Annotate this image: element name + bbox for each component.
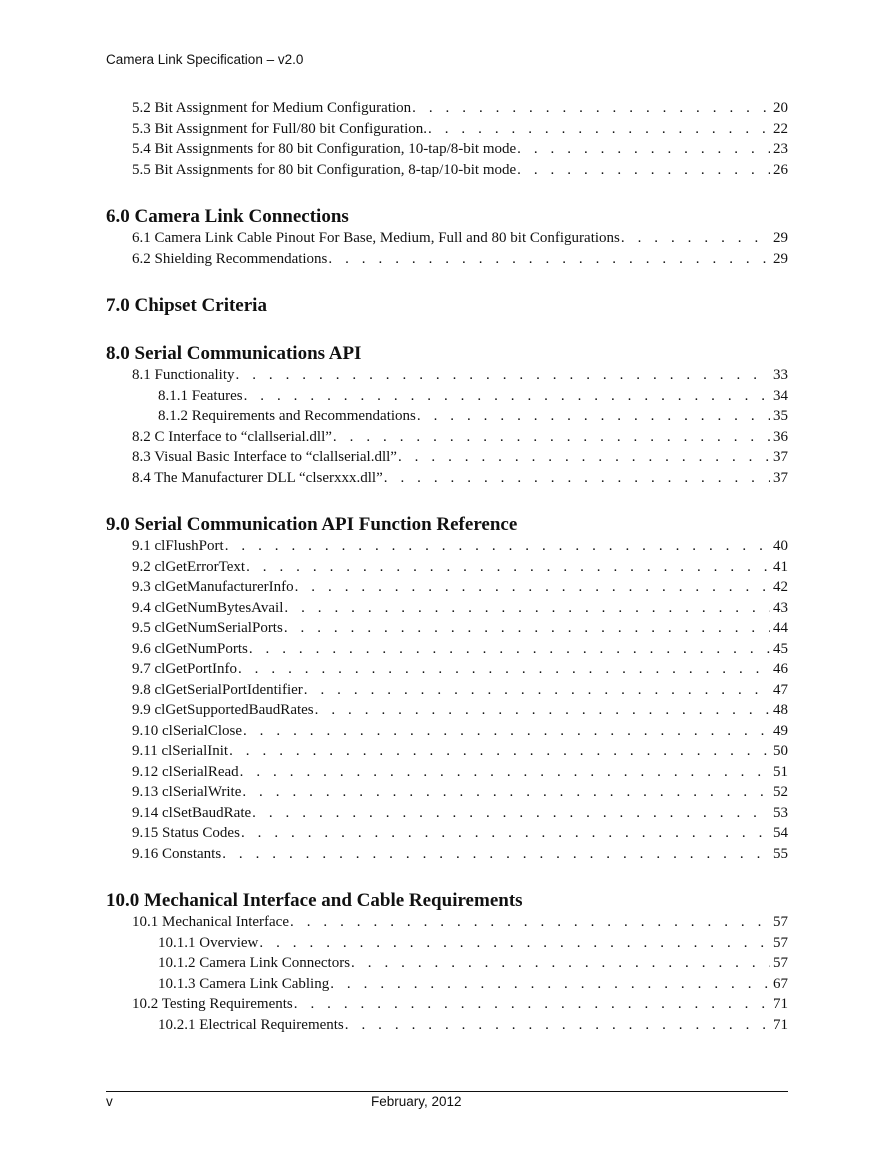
entry-title: 10.1.2 Camera Link Connectors bbox=[158, 955, 351, 971]
entry-page-number: 37 bbox=[773, 449, 788, 465]
dot-leader bbox=[428, 119, 770, 140]
entry-page-number: 20 bbox=[773, 100, 788, 116]
dot-leader bbox=[244, 386, 770, 407]
toc-entry[interactable] bbox=[106, 762, 788, 783]
toc-entry[interactable] bbox=[106, 365, 788, 386]
dot-leader bbox=[284, 618, 770, 639]
toc-section bbox=[106, 295, 788, 317]
toc-entry[interactable] bbox=[106, 119, 788, 140]
entry-page-number: 43 bbox=[773, 599, 788, 616]
entry-page-number: 49 bbox=[773, 722, 788, 739]
entry-title: 9.5 clGetNumSerialPorts bbox=[132, 620, 283, 636]
dot-leader bbox=[328, 249, 770, 270]
entry-page-number: 40 bbox=[773, 538, 788, 554]
entry-title: 9.4 clGetNumBytesAvail bbox=[132, 599, 284, 616]
entry-title: 8.3 Visual Basic Interface to “clallserial.dll” bbox=[132, 449, 397, 465]
dot-leader bbox=[241, 823, 770, 844]
entry-page-number: 45 bbox=[773, 640, 788, 657]
entry-page-number: 41 bbox=[773, 558, 788, 575]
toc-entry[interactable] bbox=[106, 249, 788, 270]
entry-page-number: 46 bbox=[773, 661, 788, 677]
entry-title: 10.2 Testing Requirements bbox=[132, 996, 293, 1012]
dot-leader bbox=[243, 721, 770, 742]
entry-title: 10.1.3 Camera Link Cabling bbox=[158, 975, 330, 992]
entry-page-number: 71 bbox=[773, 1016, 788, 1033]
toc-subentry[interactable] bbox=[106, 974, 788, 995]
entry-title: 5.2 Bit Assignment for Medium Configuration bbox=[132, 100, 412, 116]
toc-section bbox=[106, 343, 788, 488]
dot-leader bbox=[333, 427, 770, 448]
entry-page-number: 52 bbox=[773, 784, 788, 800]
dot-leader bbox=[229, 741, 770, 762]
toc-entry[interactable] bbox=[106, 639, 788, 660]
entry-page-number: 23 bbox=[773, 141, 788, 157]
entry-title: 9.6 clGetNumPorts bbox=[132, 640, 248, 657]
toc-entry[interactable] bbox=[106, 844, 788, 865]
entry-title: 5.3 Bit Assignment for Full/80 bit Configuration. bbox=[132, 120, 428, 137]
toc-entry[interactable] bbox=[106, 577, 788, 598]
dot-leader bbox=[517, 139, 770, 160]
dot-leader bbox=[398, 447, 770, 468]
dot-leader bbox=[249, 639, 770, 660]
entry-title: 9.8 clGetSerialPortIdentifier bbox=[132, 681, 303, 698]
section-spacer bbox=[106, 269, 788, 295]
toc-section bbox=[106, 206, 788, 269]
entry-page-number: 29 bbox=[773, 250, 788, 267]
dot-leader bbox=[259, 933, 770, 954]
toc-entry[interactable] bbox=[106, 741, 788, 762]
entry-title: 8.4 The Manufacturer DLL “clserxxx.dll” bbox=[132, 469, 383, 486]
dot-leader bbox=[290, 912, 770, 933]
dot-leader bbox=[222, 844, 770, 865]
entry-page-number: 33 bbox=[773, 367, 788, 383]
dot-leader bbox=[295, 577, 770, 598]
entry-title: 9.11 clSerialInit bbox=[132, 743, 229, 759]
dot-leader bbox=[384, 468, 770, 489]
entry-page-number: 47 bbox=[773, 681, 788, 698]
toc-section bbox=[106, 514, 788, 864]
dot-leader bbox=[284, 598, 770, 619]
toc-subentry[interactable] bbox=[106, 953, 788, 974]
dot-leader bbox=[330, 974, 770, 995]
toc-entry[interactable] bbox=[106, 228, 788, 249]
toc-entry[interactable] bbox=[106, 618, 788, 639]
entry-title: 8.1.1 Features bbox=[158, 387, 243, 404]
entry-title: 9.7 clGetPortInfo bbox=[132, 661, 237, 677]
section-heading: 7.0 Chipset Criteria bbox=[106, 295, 267, 316]
toc-subentry[interactable] bbox=[106, 386, 788, 407]
entry-page-number: 29 bbox=[773, 230, 788, 246]
entry-page-number: 53 bbox=[773, 804, 788, 821]
entry-title: 6.2 Shielding Recommendations bbox=[132, 250, 328, 267]
entry-page-number: 35 bbox=[773, 408, 788, 424]
table-of-contents bbox=[106, 98, 788, 1035]
footer-page-number: v bbox=[106, 1094, 113, 1109]
entry-page-number: 57 bbox=[773, 914, 788, 930]
dot-leader bbox=[517, 160, 770, 181]
toc-entry[interactable] bbox=[106, 721, 788, 742]
dot-leader bbox=[246, 557, 770, 578]
entry-title: 6.1 Camera Link Cable Pinout For Base, Medium, Full and 80 bit Configurations bbox=[132, 230, 620, 246]
toc-entry[interactable] bbox=[106, 427, 788, 448]
toc-subentry[interactable] bbox=[106, 933, 788, 954]
footer-divider bbox=[106, 1091, 788, 1092]
entry-page-number: 57 bbox=[773, 934, 788, 951]
dot-leader bbox=[412, 98, 770, 119]
dot-leader bbox=[351, 953, 770, 974]
dot-leader bbox=[225, 536, 770, 557]
toc-entry[interactable] bbox=[106, 139, 788, 160]
entry-page-number: 51 bbox=[773, 763, 788, 780]
entry-title: 5.4 Bit Assignments for 80 bit Configuration, 10-tap/8-bit mode bbox=[132, 141, 517, 157]
entry-page-number: 44 bbox=[773, 620, 788, 636]
entry-title: 9.2 clGetErrorText bbox=[132, 558, 246, 575]
section-spacer bbox=[106, 317, 788, 343]
entry-title: 9.10 clSerialClose bbox=[132, 722, 242, 739]
dot-leader bbox=[238, 659, 770, 680]
entry-title: 5.5 Bit Assignments for 80 bit Configuration, 8-tap/10-bit mode bbox=[132, 161, 517, 178]
entry-title: 10.1 Mechanical Interface bbox=[132, 914, 289, 930]
entry-title: 9.14 clSetBaudRate bbox=[132, 804, 252, 821]
toc-subentry[interactable] bbox=[106, 1015, 788, 1036]
section-spacer bbox=[106, 864, 788, 890]
toc-entry[interactable] bbox=[106, 536, 788, 557]
entry-title: 9.1 clFlushPort bbox=[132, 538, 224, 554]
entry-title: 10.2.1 Electrical Requirements bbox=[158, 1016, 344, 1033]
section-heading: 6.0 Camera Link Connections bbox=[106, 206, 349, 227]
entry-page-number: 54 bbox=[773, 825, 788, 841]
footer-date: February, 2012 bbox=[371, 1094, 462, 1109]
dot-leader bbox=[315, 700, 770, 721]
toc-entry[interactable] bbox=[106, 447, 788, 468]
dot-leader bbox=[252, 803, 770, 824]
toc-entry[interactable] bbox=[106, 680, 788, 701]
dot-leader bbox=[236, 365, 771, 386]
entry-page-number: 34 bbox=[773, 387, 788, 404]
entry-page-number: 36 bbox=[773, 428, 788, 445]
toc-entry[interactable] bbox=[106, 700, 788, 721]
toc-entry[interactable] bbox=[106, 912, 788, 933]
toc-entry[interactable] bbox=[106, 782, 788, 803]
section-heading: 10.0 Mechanical Interface and Cable Requirements bbox=[106, 890, 523, 911]
toc-section bbox=[106, 98, 788, 180]
entry-page-number: 50 bbox=[773, 743, 788, 759]
entry-page-number: 67 bbox=[773, 975, 788, 992]
section-heading: 9.0 Serial Communication API Function Reference bbox=[106, 514, 518, 535]
dot-leader bbox=[242, 782, 770, 803]
dot-leader bbox=[304, 680, 770, 701]
entry-title: 8.1 Functionality bbox=[132, 367, 235, 383]
toc-subentry[interactable] bbox=[106, 406, 788, 427]
toc-entry[interactable] bbox=[106, 160, 788, 181]
toc-entry[interactable] bbox=[106, 803, 788, 824]
entry-title: 9.13 clSerialWrite bbox=[132, 784, 242, 800]
running-header: Camera Link Specification – v2.0 bbox=[106, 52, 304, 67]
entry-page-number: 55 bbox=[773, 845, 788, 862]
toc-entry[interactable] bbox=[106, 98, 788, 119]
dot-leader bbox=[345, 1015, 770, 1036]
entry-page-number: 71 bbox=[773, 996, 788, 1012]
toc-entry[interactable] bbox=[106, 823, 788, 844]
entry-page-number: 57 bbox=[773, 955, 788, 971]
entry-page-number: 48 bbox=[773, 702, 788, 718]
toc-entry[interactable] bbox=[106, 659, 788, 680]
entry-title: 8.1.2 Requirements and Recommendations bbox=[158, 408, 416, 424]
section-spacer bbox=[106, 180, 788, 206]
toc-entry[interactable] bbox=[106, 598, 788, 619]
entry-title: 9.9 clGetSupportedBaudRates bbox=[132, 702, 314, 718]
toc-entry[interactable] bbox=[106, 468, 788, 489]
section-spacer bbox=[106, 488, 788, 514]
section-heading: 8.0 Serial Communications API bbox=[106, 343, 362, 364]
entry-title: 9.15 Status Codes bbox=[132, 825, 240, 841]
entry-title: 9.12 clSerialRead bbox=[132, 763, 239, 780]
toc-entry[interactable] bbox=[106, 557, 788, 578]
entry-page-number: 22 bbox=[773, 120, 788, 137]
entry-page-number: 37 bbox=[773, 469, 788, 486]
dot-leader bbox=[294, 994, 770, 1015]
entry-title: 10.1.1 Overview bbox=[158, 934, 259, 951]
toc-section bbox=[106, 890, 788, 1035]
entry-page-number: 42 bbox=[773, 579, 788, 595]
entry-title: 9.3 clGetManufacturerInfo bbox=[132, 579, 294, 595]
entry-page-number: 26 bbox=[773, 161, 788, 178]
dot-leader bbox=[240, 762, 770, 783]
entry-title: 9.16 Constants bbox=[132, 845, 222, 862]
toc-entry[interactable] bbox=[106, 994, 788, 1015]
dot-leader bbox=[621, 228, 770, 249]
entry-title: 8.2 C Interface to “clallserial.dll” bbox=[132, 428, 332, 445]
dot-leader bbox=[417, 406, 770, 427]
